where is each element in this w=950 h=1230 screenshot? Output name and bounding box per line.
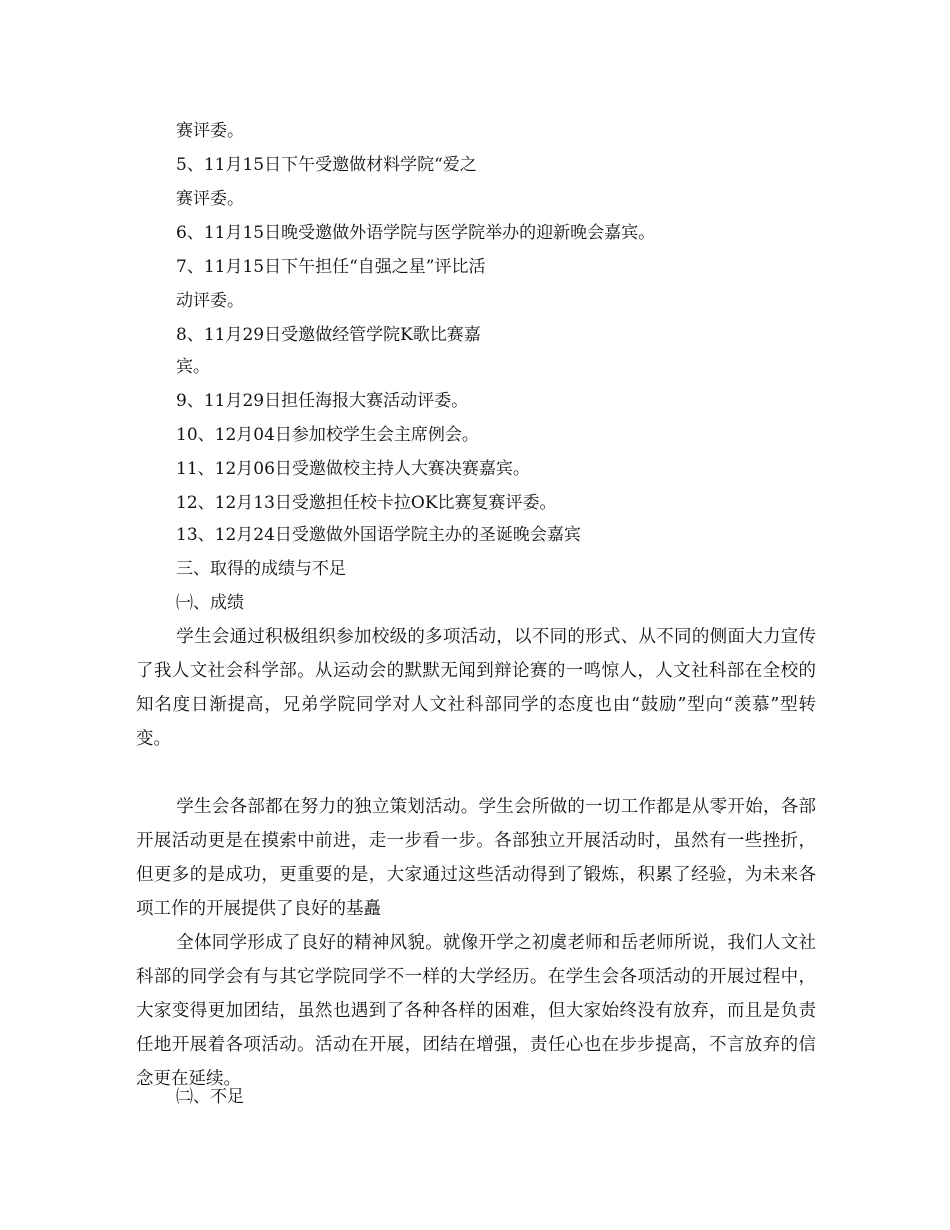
list-line: 6、11月15日晚受邀做外语学院与医学院举办的迎新晚会嘉宾。 — [176, 223, 656, 243]
body-paragraph: 学生会通过积极组织参加校级的多项活动，以不同的形式、从不同的侧面大力宣传了我人文社会科学部。从运动会的默默无闻到辩论赛的一鸣惊人，人文社科部在全校的知名度日渐提高，兄弟学院同学对人文社科部同学的态度也由“鼓励”型向“羡慕”型转变。 — [136, 627, 816, 749]
list-line: 12、12月13日受邀担任校卡拉OK比赛复赛评委。 — [176, 493, 557, 513]
subsection-heading: ㈡、不足 — [176, 1087, 244, 1107]
list-line: 8、11月29日受邀做经管学院K歌比赛嘉 — [176, 325, 481, 345]
list-line: 5、11月15日下午受邀做材料学院“爱之 — [176, 155, 477, 175]
section-heading: 三、取得的成绩与不足 — [176, 559, 346, 579]
list-line: 7、11月15日下午担任“自强之星”评比活 — [176, 257, 486, 277]
list-line: 11、12月06日受邀做校主持人大赛决赛嘉宾。 — [176, 459, 530, 479]
list-line: 赛评委。 — [176, 189, 244, 209]
list-line: 赛评委。 — [176, 121, 244, 141]
list-line: 9、11月29日担任海报大赛活动评委。 — [176, 391, 469, 411]
body-paragraph: 学生会各部都在努力的独立策划活动。学生会所做的一切工作都是从零开始，各部开展活动更是在摸索中前进，走一步看一步。各部独立开展活动时，虽然有一些挫折，但更多的是成功，更重要的是，大家通过这些活动得到了锻炼，积累了经验，为未来各项工作的开展提供了良好的基矗 — [136, 797, 816, 919]
list-line: 10、12月04日参加校学生会主席例会。 — [176, 425, 479, 445]
body-paragraph: 全体同学形成了良好的精神风貌。就像开学之初虞老师和岳老师所说，我们人文社科部的同学会有与其它学院同学不一样的大学经历。在学生会各项活动的开展过程中，大家变得更加团结，虽然也遇到了各种各样的困难，但大家始终没有放弃，而且是负责任地开展着各项活动。活动在开展，团结在增强，责任心也在步步提高，不言放弃的信念更在延续。 — [136, 933, 816, 1089]
list-line: 宾。 — [176, 357, 210, 377]
list-line: 13、12月24日受邀做外国语学院主办的圣诞晚会嘉宾 — [176, 525, 581, 545]
subsection-heading: ㈠、成绩 — [176, 593, 244, 613]
list-line: 动评委。 — [176, 291, 244, 311]
